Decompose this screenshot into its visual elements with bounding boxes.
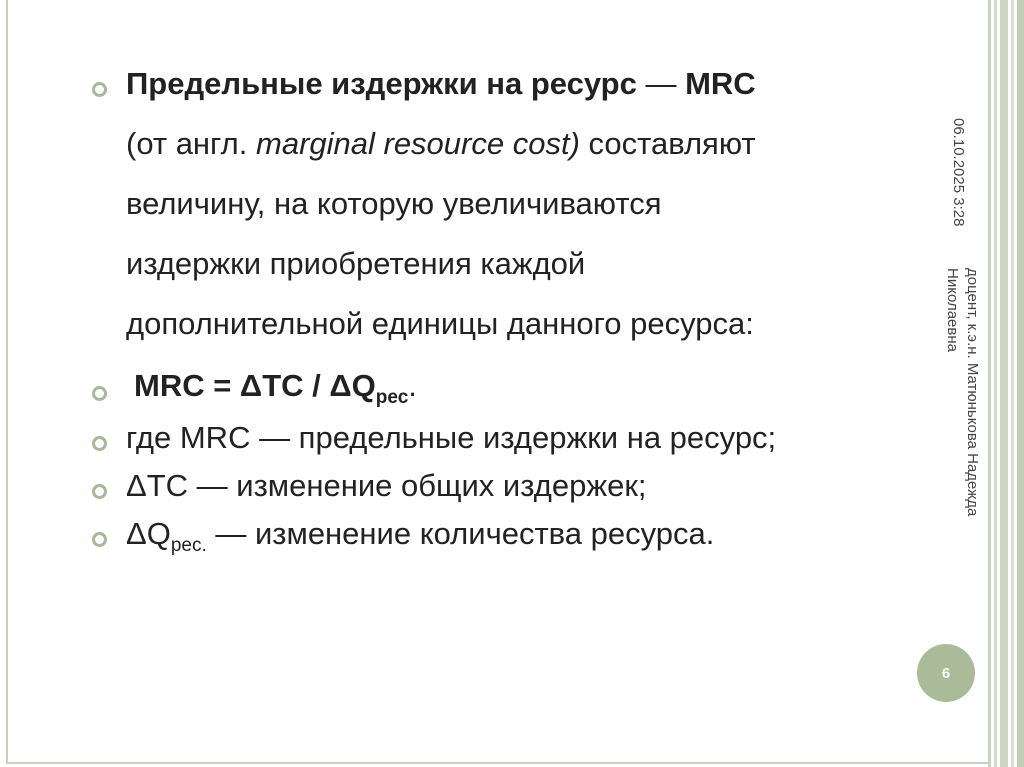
bullet-icon: [92, 82, 107, 97]
definition-line-2: (от англ. marginal resource cost) составляют: [126, 126, 756, 161]
legend-dq: $\Delta Q_{рес.}$ — изменение количества ресурса.: [126, 516, 715, 557]
bullet-icon: [92, 484, 107, 499]
date-label: 06.10.2025 3:28: [950, 118, 967, 227]
formula: MRC = ΔTC / $\Delta Q_{рес}$.: [134, 368, 417, 409]
definition-line-4: издержки приобретения каждой: [126, 246, 586, 281]
author-label: доцент, к.э.н. Матюнькова Надежда Николаевна: [944, 268, 981, 517]
definition-line-3: величину, на которую увеличиваются: [126, 186, 662, 221]
bullet-icon: [92, 532, 107, 547]
page-number-badge: 6: [917, 644, 975, 702]
bullet-icon: [92, 386, 107, 401]
bullet-icon: [92, 436, 107, 451]
legend-dtc: ΔTC — изменение общих издержек;: [126, 468, 647, 503]
decorative-stripes: [988, 0, 1024, 767]
definition-line-5: дополнительной единицы данного ресурса:: [126, 306, 754, 341]
legend-mrc: где MRC — предельные издержки на ресурс;: [126, 420, 777, 455]
definition-line-1: Предельные издержки на ресурс — MRC: [126, 66, 756, 101]
